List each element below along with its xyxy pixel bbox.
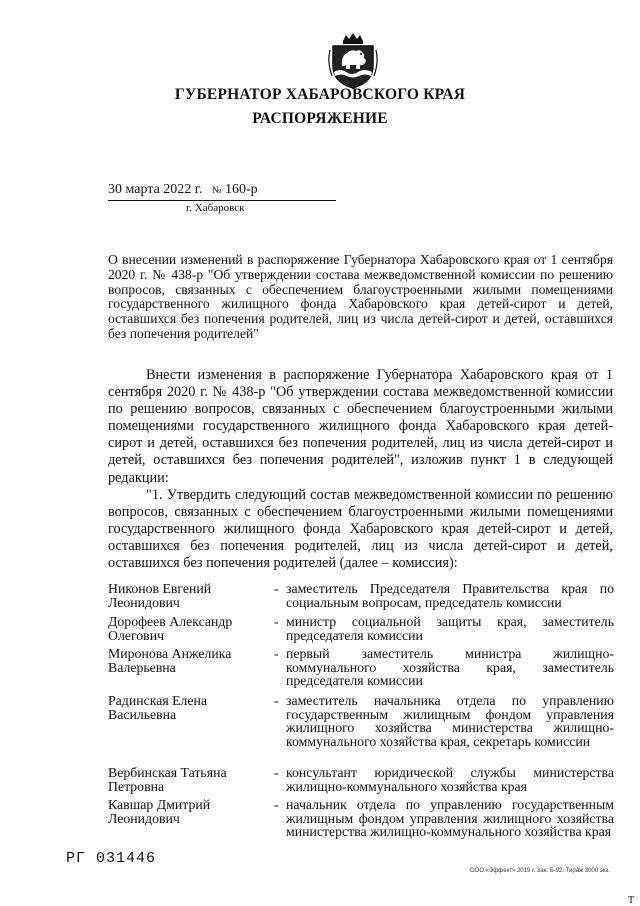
member-name: Кавшар Дмитрий Леонидович <box>108 797 211 826</box>
document-body <box>108 367 613 572</box>
member-name: Дорофеев Александр Олегович <box>108 614 233 643</box>
body-paragraph-1: Внести изменения в распоряжение Губернатора Хабаровского края от 1 сентября 2020 г. № 438-р "Об утверждении состава межведомственной комиссии по решению вопросов, связанных с обеспечением благоустроенными жилыми помещениями государственного жилищного фонда Хабаровского края детей-сирот и детей, оставшихся без попечения родителей, лиц из числа детей-сирот и детей, оставшихся без попечения родителей", изложив пункт 1 в следующей редакции: <box>108 367 613 486</box>
member-dash: - <box>274 581 279 596</box>
member-position: первый заместитель министра жилищно-коммунального хозяйства края, заместитель председателя комиссии <box>286 646 614 689</box>
member-position: заместитель Председателя Правительства края по социальным вопросам, председатель комиссии <box>286 581 614 610</box>
print-imprint: ООО «Эффект» 2019 г. Зак. Б-92. Тираж 3000 экз. <box>470 868 610 874</box>
member-position: консультант юридической службы министерства жилищно-коммунального хозяйства края <box>286 765 614 794</box>
document-number: 160-р <box>225 182 258 197</box>
member-position: министр социальной защиты края, заместитель председателя комиссии <box>286 614 614 643</box>
coat-of-arms-emblem <box>327 32 379 90</box>
member-dash: - <box>274 614 279 629</box>
member-position: заместитель начальника отдела по управлению государственным жилищным фондом управления жилищного хозяйства министерства жилищно-коммунального хозяйства края, секретарь комиссии <box>286 693 614 749</box>
form-serial-number: РГ 031446 <box>66 850 157 867</box>
member-dash: - <box>274 646 279 661</box>
member-name: Никонов Евгений Леонидович <box>108 581 212 610</box>
number-label: № <box>211 185 222 196</box>
member-dash: - <box>274 797 279 812</box>
issue-city: г. Хабаровск <box>186 202 245 214</box>
member-name: Радинская Елена Васильевна <box>108 693 208 722</box>
member-name: Вербинская Татьяна Петровна <box>108 765 227 794</box>
document-subject: О внесении изменений в распоряжение Губернатора Хабаровского края от 1 сентября 2020 г. № 438-р "Об утверждении состава межведомственной комиссии по решению вопросов, связанных с обеспечением благоустроенными жилыми помещениями государственного жилищного фонда Хабаровского края детей-сирот и детей, оставшихся без попечения родителей, лиц из числа детей-сирот и детей, оставшихся без попечения родителей" <box>108 252 613 341</box>
document-type-title: РАСПОРЯЖЕНИЕ <box>252 110 388 127</box>
date-number-line <box>108 182 336 201</box>
member-position: начальник отдела по управлению государственным жилищным фондом управления жилищного хозяйства министерства жилищно-коммунального хозяйства края <box>286 797 614 840</box>
member-name: Миронова Анжелика Валерьевна <box>108 646 232 675</box>
page-corner-mark: T <box>628 895 635 906</box>
body-paragraph-2: "1. Утвердить следующий состав межведомственной комиссии по решению вопросов, связанных с обеспечением благоустроенными жилыми помещениями государственного жилищного фонда Хабаровского края детей-сирот и детей, оставшихся без попечения родителей, лиц из числа детей-сирот и детей, оставшихся без попечения родителей (далее – комиссия): <box>108 486 613 572</box>
member-dash: - <box>274 693 279 708</box>
member-dash: - <box>274 765 279 780</box>
issuer-title: ГУБЕРНАТОР ХАБАРОВСКОГО КРАЯ <box>174 86 466 103</box>
document-date: 30 марта 2022 г. <box>108 182 203 197</box>
